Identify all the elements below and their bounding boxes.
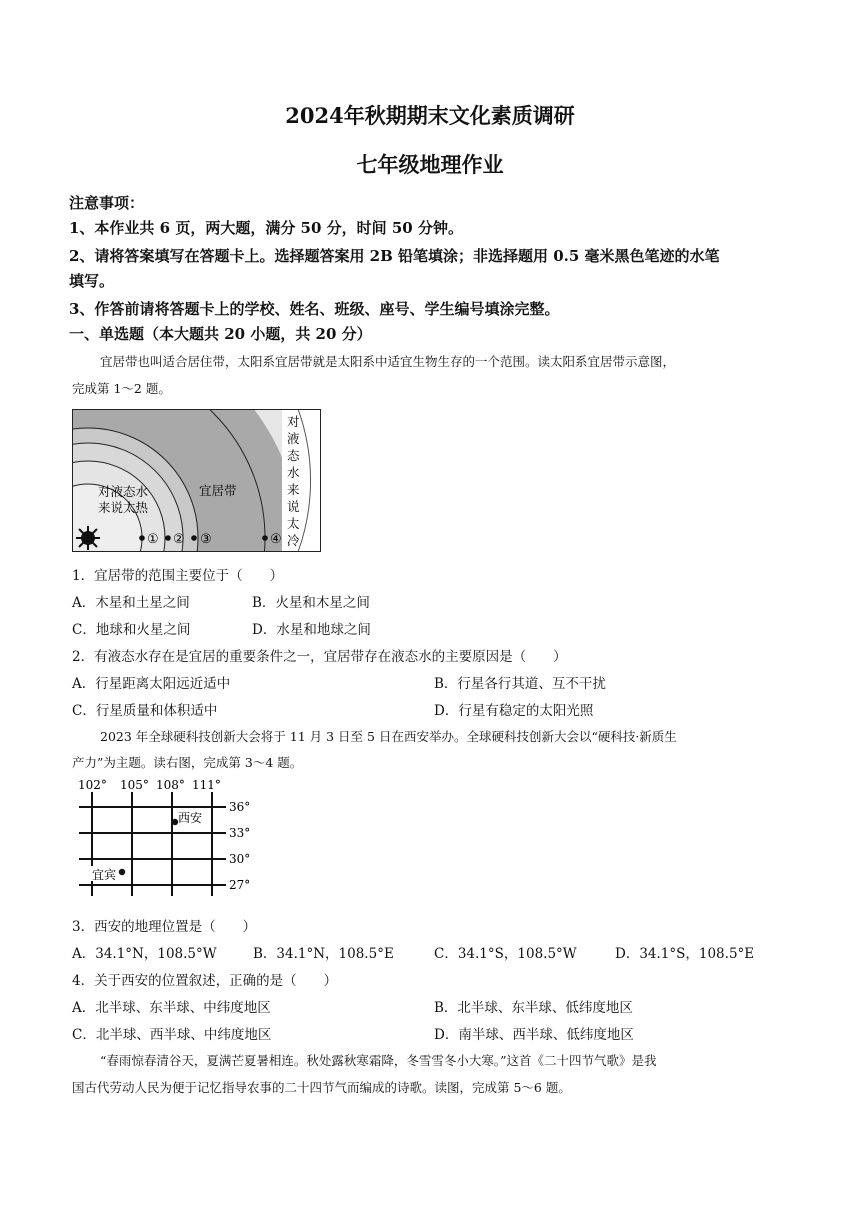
q3-option-d: D．34.1°S，108.5°E [615,946,755,962]
q4-option-a: A．北半球、东半球、中纬度地区 [72,1000,271,1016]
q1-option-c: C．地球和火星之间 [72,622,191,638]
marker-4: ④ [270,532,282,547]
planet-dot-2 [165,535,171,541]
passage1-line2: 完成第 1～2 题。 [72,381,171,396]
q1-option-d: D．水星和地球之间 [252,622,371,638]
q3-stem: 3．西安的地理位置是（ ） [72,919,257,935]
planet-dot-4 [262,535,268,541]
lon-label-102: 102° [78,778,107,792]
habitable-zone-label: 宜居带 [199,483,237,498]
lon-label-111: 111° [192,778,221,792]
lat-label-36: 36° [229,800,251,814]
too-hot-label-2: 来说太热 [98,500,149,515]
section-heading: 一、单选题（本大题共 20 小题，共 20 分） [69,325,372,343]
q4-stem: 4．关于西安的位置叙述，正确的是（ ） [72,973,338,989]
notice-item-2: 2、请将答案填写在答题卡上。选择题答案用 2B 铅笔填涂；非选择题用 0.5 毫米黑色笔迹的水笔 [69,247,720,265]
planet-dot-1 [139,535,145,541]
marker-3: ③ [200,532,212,547]
q3-option-b: B．34.1°N，108.5°E [253,946,394,962]
page-title: 2024年秋期期末文化素质调研 [285,103,575,128]
q2-option-d: D．行星有稳定的太阳光照 [434,703,594,719]
too-hot-label-1: 对液态水 [98,484,149,499]
habitable-zone-diagram [72,409,321,552]
too-cold-char-3: 态 [287,448,300,463]
q1-stem: 1．宜居带的范围主要位于（ ） [72,568,284,584]
q1-option-a: A．木星和土星之间 [72,595,190,611]
passage2-line1: 2023 年全球硬科技创新大会将于 11 月 3 日至 5 日在西安举办。全球硬科技创新大会以“硬科技·新质生 [100,729,677,744]
q4-option-c: C．北半球、西半球、中纬度地区 [72,1027,272,1043]
notice-heading: 注意事项： [69,194,145,212]
too-cold-char-7: 太 [287,516,300,531]
q3-option-c: C．34.1°S，108.5°W [434,946,577,962]
q1-option-b: B．火星和木星之间 [252,595,370,611]
passage2-line2: 产力”为主题。读右图，完成第 3～4 题。 [72,755,303,770]
too-cold-char-6: 说 [287,499,300,514]
q2-option-c: C．行星质量和体积适中 [72,703,218,719]
passage3-line2: 国古代劳动人民为便于记忆指导农事的二十四节气而编成的诗歌。读图，完成第 5～6 题。 [72,1080,571,1095]
sun-icon [76,526,100,550]
q4-option-d: D．南半球、西半球、低纬度地区 [434,1027,634,1043]
too-cold-char-5: 来 [287,482,300,497]
lat-lon-grid-map [74,776,264,898]
passage1-line1: 宜居带也叫适合居住带，太阳系宜居带就是太阳系中适宜生物生存的一个范围。读太阳系宜居带示意图， [100,354,676,369]
yibin-label: 宜宾 [92,868,117,882]
yibin-dot [119,869,125,875]
lon-label-105: 105° [120,778,149,792]
marker-1: ① [147,532,159,547]
too-cold-char-1: 对 [287,414,300,429]
notice-item-2-cont: 填写。 [69,272,115,290]
too-cold-char-8: 冷 [287,533,300,548]
lat-label-27: 27° [229,878,251,892]
planet-dot-3 [191,535,197,541]
lat-label-30: 30° [229,852,251,866]
lat-label-33: 33° [229,826,251,840]
too-cold-char-4: 水 [287,465,300,480]
xian-label: 西安 [178,811,203,825]
marker-2: ② [173,532,185,547]
too-cold-char-2: 液 [287,431,300,446]
q3-option-a: A．34.1°N，108.5°W [72,946,217,962]
q2-stem: 2．有液态水存在是宜居的重要条件之一，宜居带存在液态水的主要原因是（ ） [72,649,567,665]
notice-item-3: 3、作答前请将答题卡上的学校、姓名、班级、座号、学生编号填涂完整。 [69,300,560,318]
page-subtitle: 七年级地理作业 [356,152,504,177]
q2-option-b: B．行星各行其道、互不干扰 [434,676,606,692]
notice-item-1: 1、本作业共 6 页，两大题，满分 50 分，时间 50 分钟。 [69,219,463,237]
passage3-line1: “春雨惊春清谷天，夏满芒夏暑相连。秋处露秋寒霜降，冬雪雪冬小大寒。”这首《二十四节气歌》是我 [100,1053,657,1068]
q4-option-b: B．北半球、东半球、低纬度地区 [434,1000,633,1016]
q2-option-a: A．行星距离太阳远近适中 [72,676,231,692]
lon-label-108: 108° [156,778,185,792]
